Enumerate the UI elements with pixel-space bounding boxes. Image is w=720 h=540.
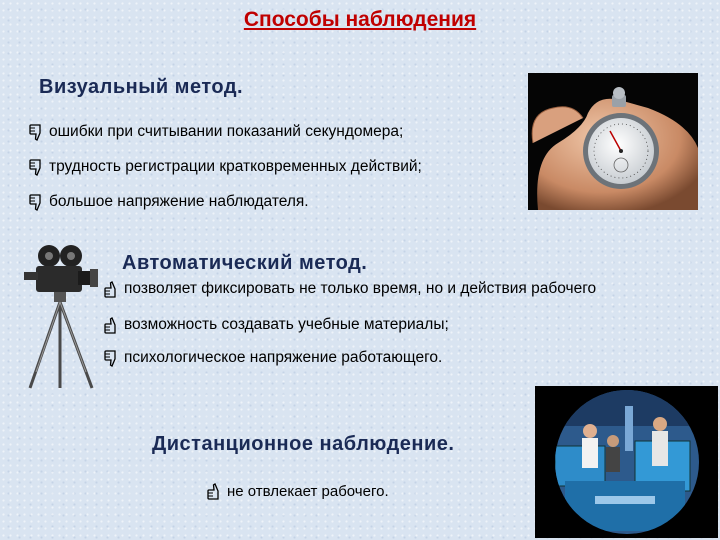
automatic-item-1 [103, 280, 596, 298]
stopwatch-photo [528, 73, 698, 210]
thumbs-down-icon [28, 158, 44, 176]
visual-item-text: трудность регистрации кратковременных действий; [49, 158, 422, 175]
thumbs-up-icon [206, 482, 222, 500]
page-title: Способы наблюдения [243, 8, 477, 31]
visual-item-text: ошибки при считывании показаний секундомера; [49, 123, 404, 140]
visual-item-text: большое напряжение наблюдателя. [49, 193, 309, 210]
automatic-item-text: позволяет фиксировать не только время, но и действия рабочего [124, 280, 597, 297]
automatic-item-text: возможность создавать учебные материалы; [124, 316, 449, 333]
visual-item-1 [28, 123, 403, 141]
automatic-item-3 [103, 349, 442, 367]
visual-item-3 [28, 193, 309, 211]
visual-item-2 [28, 158, 422, 176]
remote-item-text: не отвлекает рабочего. [227, 482, 389, 500]
film-camera-icon [16, 242, 102, 390]
remote-item-1 [206, 482, 389, 500]
automatic-item-2 [103, 316, 449, 334]
thumbs-up-icon [103, 280, 119, 298]
thumbs-down-icon [103, 349, 119, 367]
thumbs-down-icon [28, 193, 44, 211]
visual-method-heading: Визуальный метод. [39, 76, 244, 98]
thumbs-up-icon [103, 316, 119, 334]
automatic-method-heading: Автоматический метод. [122, 252, 368, 274]
thumbs-down-icon [28, 123, 44, 141]
automatic-item-text: психологическое напряжение работающего. [124, 349, 443, 366]
remote-observation-heading: Дистанционное наблюдение. [152, 433, 455, 455]
workshop-photo [535, 386, 718, 538]
